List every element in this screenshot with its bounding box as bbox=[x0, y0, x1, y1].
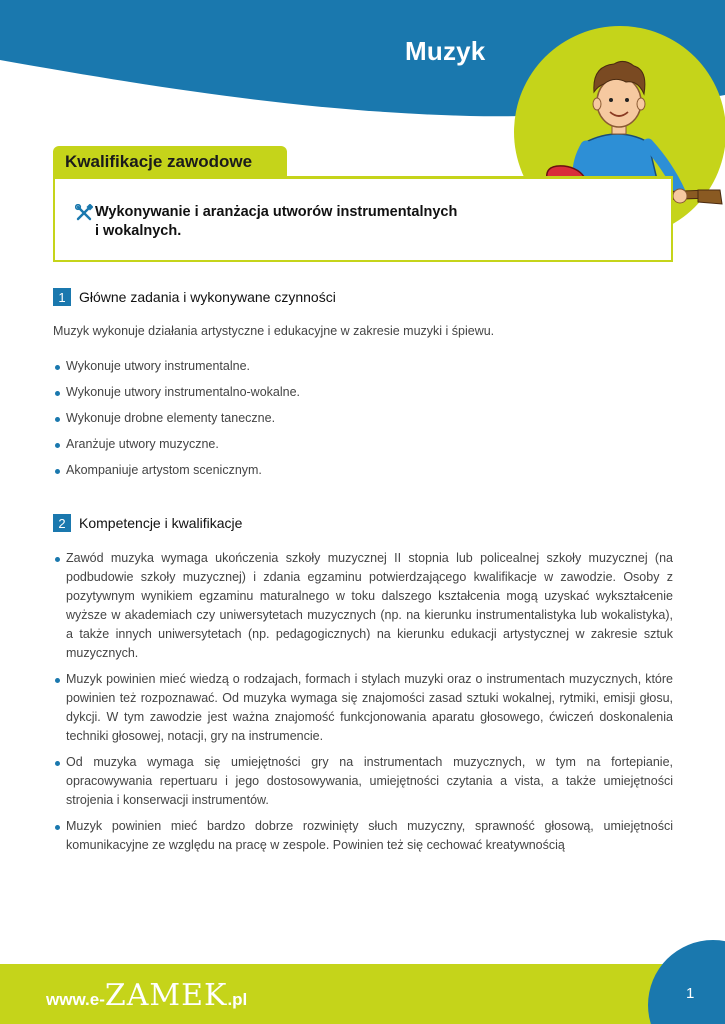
list-item: Muzyk powinien mieć wiedzą o rodzajach, formach i stylach muzyki oraz o instrumentach muzycznych, które powinien też rozpoznawać. Od muzyka wymaga się znajomości zasad sztuki wokalnej, rytmiki, emisji głosu, dykcji. W tym zawodzie jest ważna znajomość funkcjonowania aparatu głosowego, ćwiczeń doskonalenia techniki głosowej, notacji, gry na instrumencie. bbox=[53, 670, 673, 746]
list-item: Wykonuje drobne elementy taneczne. bbox=[53, 410, 300, 436]
section-number-badge: 2 bbox=[53, 514, 71, 532]
page-number-circle bbox=[648, 940, 725, 1024]
list-item: Wykonuje utwory instrumentalno-wokalne. bbox=[53, 384, 300, 410]
logo-brand: ZAMEK bbox=[104, 978, 228, 1013]
section-1-heading bbox=[53, 288, 336, 306]
section-number-badge: 1 bbox=[53, 288, 71, 306]
section-2-heading bbox=[53, 514, 242, 532]
list-item: Akompaniuje artystom scenicznym. bbox=[53, 462, 300, 488]
list-item: Wykonuje utwory instrumentalne. bbox=[53, 358, 300, 384]
qualification-item: Wykonywanie i aranżacja utworów instrumentalnych i wokalnych. bbox=[95, 204, 458, 239]
qualifications-box bbox=[53, 176, 673, 262]
list-item: Muzyk powinien mieć bardzo dobrze rozwinięty słuch muzyczny, sprawność głosową, umiejętności komunikacyjne ze względu na pracę w zespole. Powinien też się cechować kreatywnością bbox=[53, 817, 673, 855]
page-title: Muzyk bbox=[405, 36, 486, 66]
section-title: Główne zadania i wykonywane czynności bbox=[79, 289, 336, 305]
list-item: Od muzyka wymaga się umiejętności gry na instrumentach muzycznych, w tym na fortepianie, opracowywania repertuaru i jego dostosowywania, umiejętności czytania a vista, a także umiejętności strojenia i konserwacji instrumentów. bbox=[53, 753, 673, 810]
qualifications-heading: Kwalifikacje zawodowe bbox=[65, 152, 253, 171]
qualifications-tab bbox=[53, 146, 287, 178]
tools-icon bbox=[75, 204, 93, 222]
site-logo[interactable]: www.e- ZAMEK .pl bbox=[46, 978, 248, 1013]
page-number: 1 bbox=[686, 985, 695, 1002]
competencies-list bbox=[53, 549, 673, 862]
section-title: Kompetencje i kwalifikacje bbox=[79, 515, 243, 531]
list-item: Aranżuje utwory muzyczne. bbox=[53, 436, 300, 462]
section-1-intro: Muzyk wykonuje działania artystyczne i edukacyjne w zakresie muzyki i śpiewu. bbox=[53, 324, 495, 338]
tasks-list bbox=[53, 358, 300, 488]
list-item: Zawód muzyka wymaga ukończenia szkoły muzycznej II stopnia lub policealnej szkoły muzycznej (na podbudowie szkoły muzycznej) i zdania egzaminu potwierdzającego kwalifikacje w zawodzie. Osoby z pozytywnym wynikiem egzaminu maturalnego w toku dalszego kształcenia mogą uzyskać wykształcenie wyższe w akademiach czy uniwersytetach muzycznych (np. na kierunku instrumentalistyka lub wokalistyka), a także innych uniwersytetach (np. pedagogicznych) na kierunku edukacji artystycznej w zakresie sztuk muzycznych. bbox=[53, 549, 673, 663]
